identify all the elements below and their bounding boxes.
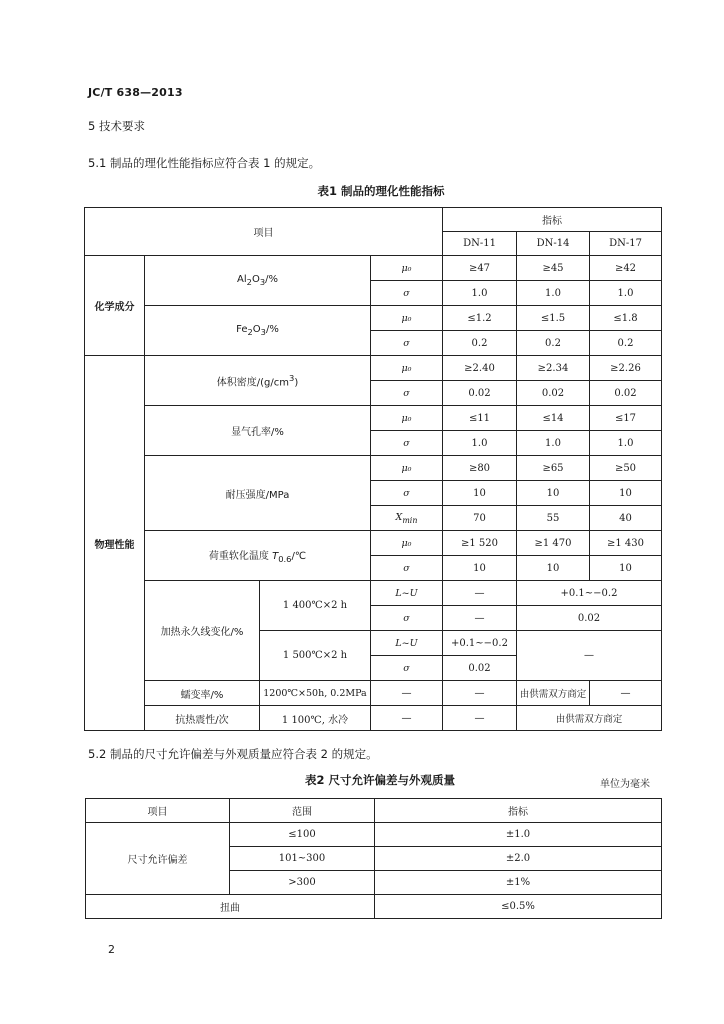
thermal-shock-dn11: —: [443, 706, 517, 731]
pcl-cond1-dn14-17-sigma: 0.02: [517, 606, 662, 631]
al2o3-mu-dn17: ≥42: [590, 256, 662, 281]
pcl-label: 加热永久线变化/%: [145, 581, 260, 681]
table2-head-item: 项目: [86, 799, 230, 823]
al2o3-label: $Al_2O_3/\%$: [145, 256, 371, 306]
fe2o3-label: $Fe_2O_3/\%$: [145, 306, 371, 356]
al2o3-sigma-dn11: 1.0: [443, 281, 517, 306]
al2o3-mu-dn11: ≥47: [443, 256, 517, 281]
head-index: 指标: [443, 208, 662, 232]
creep-dn14: 由供需双方商定: [517, 681, 590, 706]
creep-cond: 1200℃×50h, 0.2MPa: [260, 681, 371, 706]
fe2o3-mu-dn17: ≤1.8: [590, 306, 662, 331]
density-mu-dn11: ≥2.40: [443, 356, 517, 381]
porosity-mu-dn14: ≤14: [517, 406, 590, 431]
fe2o3-mu-dn11: ≤1.2: [443, 306, 517, 331]
pcl-cond2-dn14-17: —: [517, 631, 662, 681]
pcl-cond2-lu: L~U: [371, 631, 443, 656]
twist-label: 扭曲: [86, 895, 375, 919]
tolerance-label: 尺寸允许偏差: [86, 823, 230, 895]
fe2o3-sigma: σ: [371, 331, 443, 356]
density-mu-dn17: ≥2.26: [590, 356, 662, 381]
strength-xmin: $X_{min}$: [371, 506, 443, 531]
strength-label: 耐压强度/MPa: [145, 456, 371, 531]
strength-mu: μ₀: [371, 456, 443, 481]
pcl-cond1: 1 400℃×2 h: [260, 581, 371, 631]
strength-sigma-dn11: 10: [443, 481, 517, 506]
strength-xmin-dn17: 40: [590, 506, 662, 531]
standard-code: JC/T 638—2013: [88, 86, 183, 99]
fe2o3-sigma-dn17: 0.2: [590, 331, 662, 356]
strength-xmin-dn11: 70: [443, 506, 517, 531]
al2o3-sigma-dn17: 1.0: [590, 281, 662, 306]
al2o3-mu: μ₀: [371, 256, 443, 281]
table-row-range: ≤100: [230, 823, 375, 847]
dimension-tolerance-table: [85, 798, 662, 919]
fe2o3-sigma-dn11: 0.2: [443, 331, 517, 356]
pcl-cond2-dn11-lu: +0.1~−0.2: [443, 631, 517, 656]
softening-sigma: σ: [371, 556, 443, 581]
al2o3-sigma-dn14: 1.0: [517, 281, 590, 306]
table-row-value: ±1%: [375, 871, 662, 895]
pcl-cond1-dn11-lu: —: [443, 581, 517, 606]
thermal-shock-rest: 由供需双方商定: [517, 706, 662, 731]
porosity-sigma: σ: [371, 431, 443, 456]
porosity-sigma-dn17: 1.0: [590, 431, 662, 456]
pcl-cond1-sigma: σ: [371, 606, 443, 631]
strength-sigma-dn17: 10: [590, 481, 662, 506]
softening-sigma-dn14: 10: [517, 556, 590, 581]
table-row-range: 101~300: [230, 847, 375, 871]
clause-5-2: 5.2 制品的尺寸允许偏差与外观质量应符合表 2 的规定。: [88, 747, 378, 761]
softening-mu: μ₀: [371, 531, 443, 556]
creep-sym: —: [371, 681, 443, 706]
clause-5-1: 5.1 制品的理化性能指标应符合表 1 的规定。: [88, 156, 321, 170]
head-item: 项目: [85, 208, 443, 256]
page-number: 2: [108, 943, 115, 956]
softening-label: 荷重软化温度 $T_{0.6}/℃$: [145, 531, 371, 581]
phys-group-label: 物理性能: [85, 356, 145, 731]
pcl-cond1-dn14-17-lu: +0.1~−0.2: [517, 581, 662, 606]
porosity-mu-dn11: ≤11: [443, 406, 517, 431]
softening-sigma-dn11: 10: [443, 556, 517, 581]
softening-sigma-dn17: 10: [590, 556, 662, 581]
creep-label: 蠕变率/%: [145, 681, 260, 706]
porosity-mu: μ₀: [371, 406, 443, 431]
al2o3-sigma: σ: [371, 281, 443, 306]
density-mu: μ₀: [371, 356, 443, 381]
pcl-cond2-dn11-sigma: 0.02: [443, 656, 517, 681]
strength-sigma: σ: [371, 481, 443, 506]
porosity-sigma-dn14: 1.0: [517, 431, 590, 456]
thermal-shock-label: 抗热震性/次: [145, 706, 260, 731]
porosity-sigma-dn11: 1.0: [443, 431, 517, 456]
porosity-label: 显气孔率/%: [145, 406, 371, 456]
thermal-shock-sym: —: [371, 706, 443, 731]
chem-group-label: 化学成分: [85, 256, 145, 356]
grade-dn17: DN-17: [590, 232, 662, 256]
density-sigma-dn17: 0.02: [590, 381, 662, 406]
grade-dn11: DN-11: [443, 232, 517, 256]
density-sigma-dn11: 0.02: [443, 381, 517, 406]
table-row-value: ±1.0: [375, 823, 662, 847]
density-sigma: σ: [371, 381, 443, 406]
pcl-cond1-lu: L~U: [371, 581, 443, 606]
softening-mu-dn14: ≥1 470: [517, 531, 590, 556]
density-label: 体积密度$/(g/cm^3)$: [145, 356, 371, 406]
strength-sigma-dn14: 10: [517, 481, 590, 506]
creep-dn11: —: [443, 681, 517, 706]
pcl-cond2: 1 500℃×2 h: [260, 631, 371, 681]
table2-head-index: 指标: [375, 799, 662, 823]
section-title: 5 技术要求: [88, 119, 145, 133]
table-row-value: ±2.0: [375, 847, 662, 871]
fe2o3-mu-dn14: ≤1.5: [517, 306, 590, 331]
strength-mu-dn17: ≥50: [590, 456, 662, 481]
twist-value: ≤0.5%: [375, 895, 662, 919]
grade-dn14: DN-14: [517, 232, 590, 256]
softening-mu-dn17: ≥1 430: [590, 531, 662, 556]
table2-head-range: 范围: [230, 799, 375, 823]
pcl-cond1-dn11-sigma: —: [443, 606, 517, 631]
physicochemical-table: [84, 207, 662, 731]
porosity-mu-dn17: ≤17: [590, 406, 662, 431]
thermal-shock-cond: 1 100℃, 水冷: [260, 706, 371, 731]
strength-xmin-dn14: 55: [517, 506, 590, 531]
table1-caption: 表1 制品的理化性能指标: [317, 184, 445, 198]
strength-mu-dn11: ≥80: [443, 456, 517, 481]
fe2o3-mu: μ₀: [371, 306, 443, 331]
density-sigma-dn14: 0.02: [517, 381, 590, 406]
table2-caption: 表2 尺寸允许偏差与外观质量: [304, 773, 455, 787]
strength-mu-dn14: ≥65: [517, 456, 590, 481]
fe2o3-sigma-dn14: 0.2: [517, 331, 590, 356]
table-row-range: >300: [230, 871, 375, 895]
pcl-cond2-sigma: σ: [371, 656, 443, 681]
table2-unit: 单位为毫米: [600, 779, 650, 790]
density-mu-dn14: ≥2.34: [517, 356, 590, 381]
creep-dn17: —: [590, 681, 662, 706]
al2o3-mu-dn14: ≥45: [517, 256, 590, 281]
softening-mu-dn11: ≥1 520: [443, 531, 517, 556]
